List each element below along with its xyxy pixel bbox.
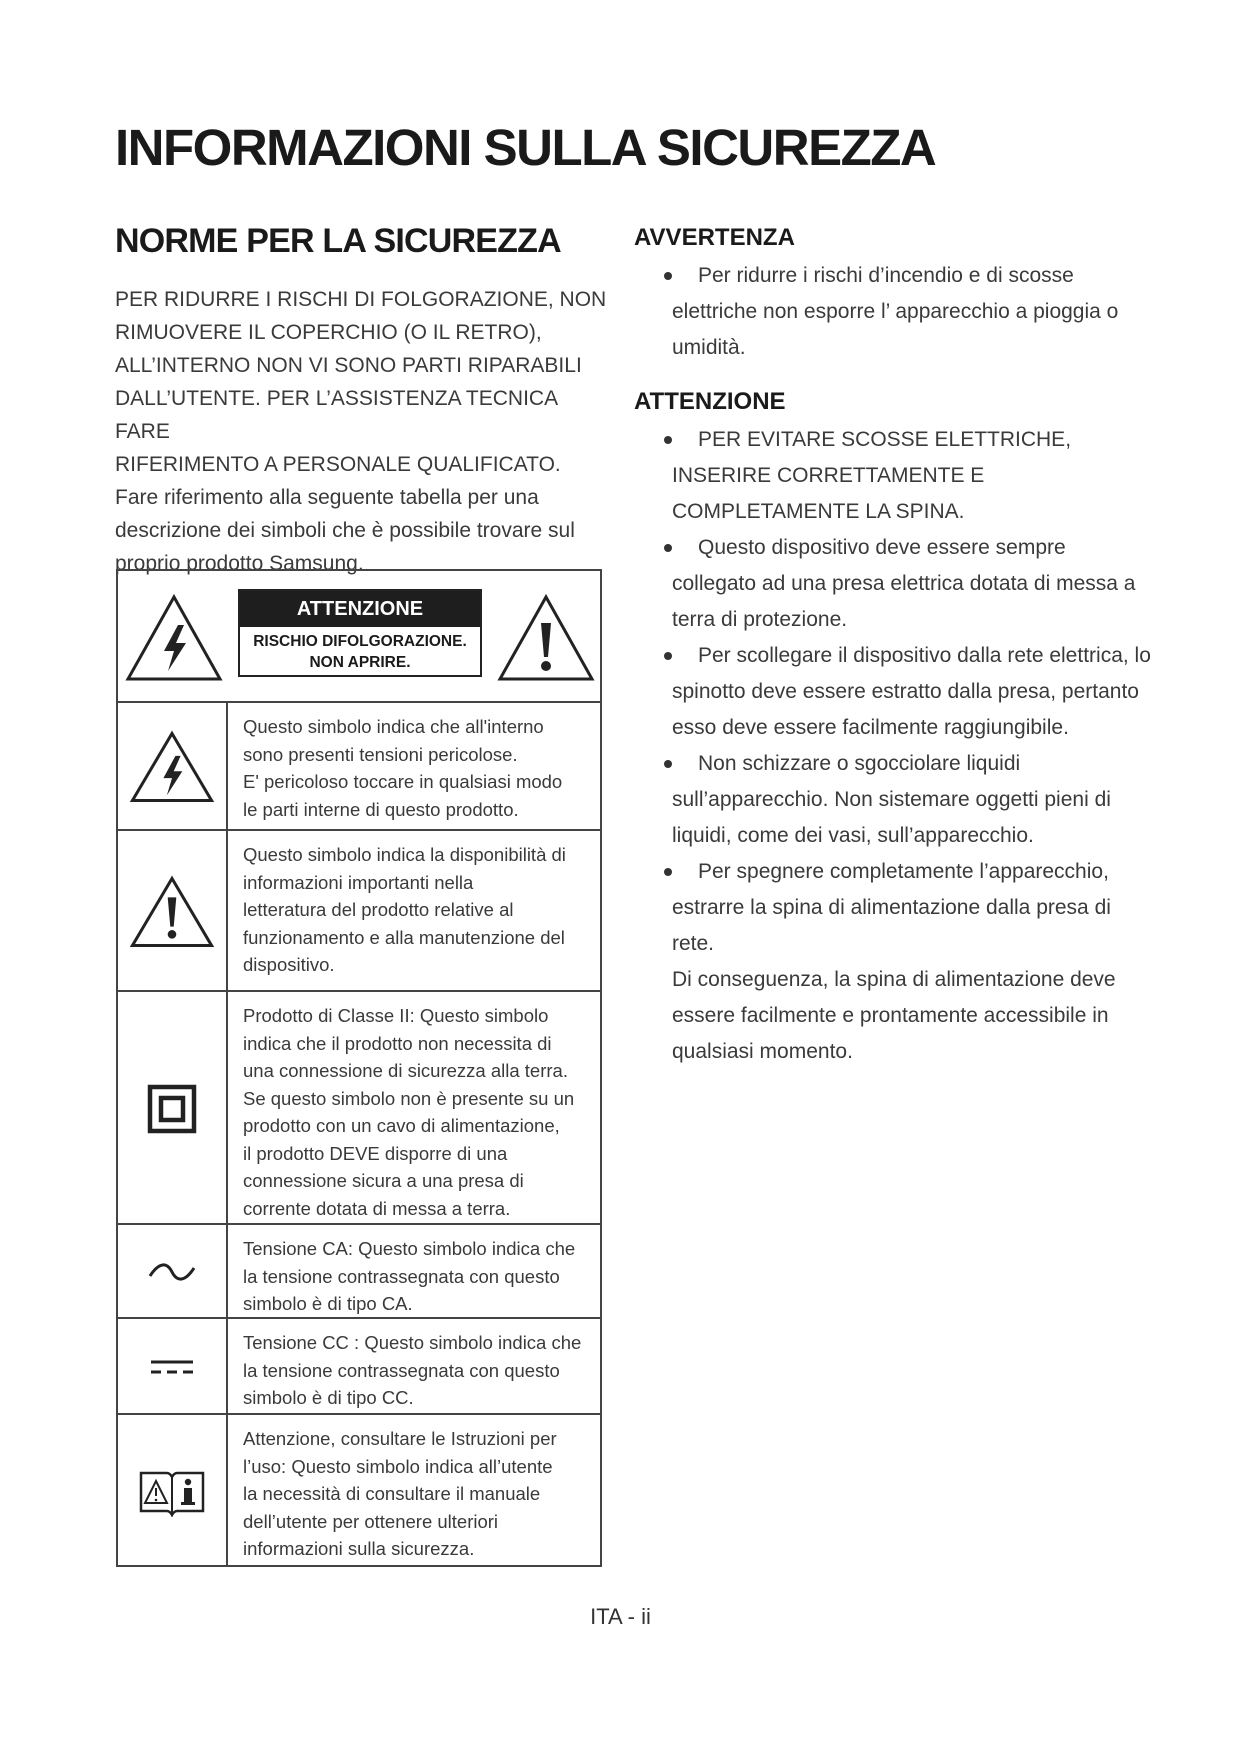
list-item: Per scollegare il dispositivo dalla rete elettrica, lo spinotto deve essere estratto dalla presa, pertanto esso deve essere facilmente raggiungibile. (634, 638, 1154, 746)
symbol-description: Questo simbolo indica la disponibilità di informazioni importanti nella letteratura del prodotto relative al funzionamento e alla manutenzione del dispositivo. (243, 844, 566, 975)
attenzione-list (634, 422, 1154, 1070)
bullet-dot (664, 436, 672, 444)
caution-label (238, 589, 482, 677)
exclamation-triangle-icon (496, 593, 596, 683)
lightning-triangle-icon (129, 730, 215, 804)
symbol-row (118, 829, 600, 992)
safety-section (115, 222, 607, 580)
exclamation-triangle-icon (129, 875, 215, 949)
symbol-row (118, 1223, 600, 1319)
symbol-description: Prodotto di Classe II: Questo simbolo indica che il prodotto non necessita di una connessione di sicurezza alla terra. Se questo simbolo non è presente su un prodotto con un cavo di alimentazione, il prodotto DEVE disporre di una connessione sicura a una presa di corrente dotata di messa a terra. (243, 1005, 575, 1219)
list-item: Questo dispositivo deve essere sempre collegato ad una presa elettrica dotata di messa a terra di protezione. (634, 530, 1154, 638)
safety-intro-text: Fare riferimento alla seguente tabella per una descrizione dei simboli che è possibile trovare sul proprio prodotto Samsung. (115, 486, 575, 575)
warnings-column (634, 224, 1154, 1070)
symbol-row (118, 701, 600, 831)
caution-label-row (118, 571, 600, 701)
manual-book-icon (137, 1465, 207, 1517)
bullet-dot (664, 868, 672, 876)
symbol-row (118, 1413, 600, 1567)
symbol-description: Tensione CC : Questo simbolo indica che la tensione contrassegnata con questo simbolo è di tipo CC. (243, 1332, 582, 1408)
page-title: INFORMAZIONI SULLA SICUREZZA (115, 119, 936, 176)
attenzione-heading: ATTENZIONE (634, 388, 786, 415)
symbols-table (116, 569, 602, 1567)
bullet-dot (664, 652, 672, 660)
avvertenza-heading: AVVERTENZA (634, 224, 795, 251)
lightning-triangle-icon (124, 593, 224, 683)
list-item: Per spegnere completamente l’apparecchio, estrarre la spina di alimentazione dalla presa di rete. Di conseguenza, la spina di alimentazione deve essere facilmente e prontamente accessibile in qualsiasi momento. (634, 854, 1154, 1070)
bullet-dot (664, 544, 672, 552)
bullet-dot (664, 760, 672, 768)
bullet-dot (664, 272, 672, 280)
symbol-row (118, 1317, 600, 1415)
list-item: PER EVITARE SCOSSE ELETTRICHE, INSERIRE CORRETTAMENTE E COMPLETAMENTE LA SPINA. (634, 422, 1154, 530)
safety-heading: NORME PER LA SICUREZZA (115, 222, 561, 260)
symbol-row (118, 990, 600, 1225)
caution-label-text: RISCHIO DIFOLGORAZIONE. NON APRIRE. (253, 633, 467, 671)
caution-label-title: ATTENZIONE (240, 591, 480, 627)
ac-wave-icon (147, 1262, 197, 1282)
avvertenza-list (634, 258, 1154, 366)
list-item: Non schizzare o sgocciolare liquidi sull’apparecchio. Non sistemare oggetti pieni di liquidi, come dei vasi, sull’apparecchio. (634, 746, 1154, 854)
symbol-description: Attenzione, consultare le Istruzioni per l’uso: Questo simbolo indica all’utente la necessità di consultare il manuale dell’utente per ottenere ulteriori informazioni sulla sicurezza. (243, 1428, 557, 1559)
symbol-description: Questo simbolo indica che all'interno sono presenti tensioni pericolose. E' pericoloso toccare in qualsiasi modo le parti interne di questo prodotto. (243, 716, 563, 820)
attenzione-note: Di conseguenza, la spina di alimentazione deve essere facilmente e prontamente accessibile in qualsiasi momento. (672, 968, 1116, 1063)
dc-lines-icon (149, 1358, 195, 1376)
page-number: ITA - ii (590, 1604, 651, 1629)
list-item: Per ridurre i rischi d’incendio e di scosse elettriche non esporre l’ apparecchio a pioggia o umidità. (634, 258, 1154, 366)
double-square-icon (147, 1084, 197, 1134)
safety-warning-text: PER RIDURRE I RISCHI DI FOLGORAZIONE, NON RIMUOVERE IL COPERCHIO (O IL RETRO), ALL’INTERNO NON VI SONO PARTI RIPARABILI DALL’UTENTE. PER L’ASSISTENZA TECNICA FARE RIFERIMENTO A PERSONALE QUALIFICATO. (115, 288, 607, 476)
symbol-description: Tensione CA: Questo simbolo indica che la tensione contrassegnata con questo simbolo è di tipo CA. (243, 1238, 576, 1314)
